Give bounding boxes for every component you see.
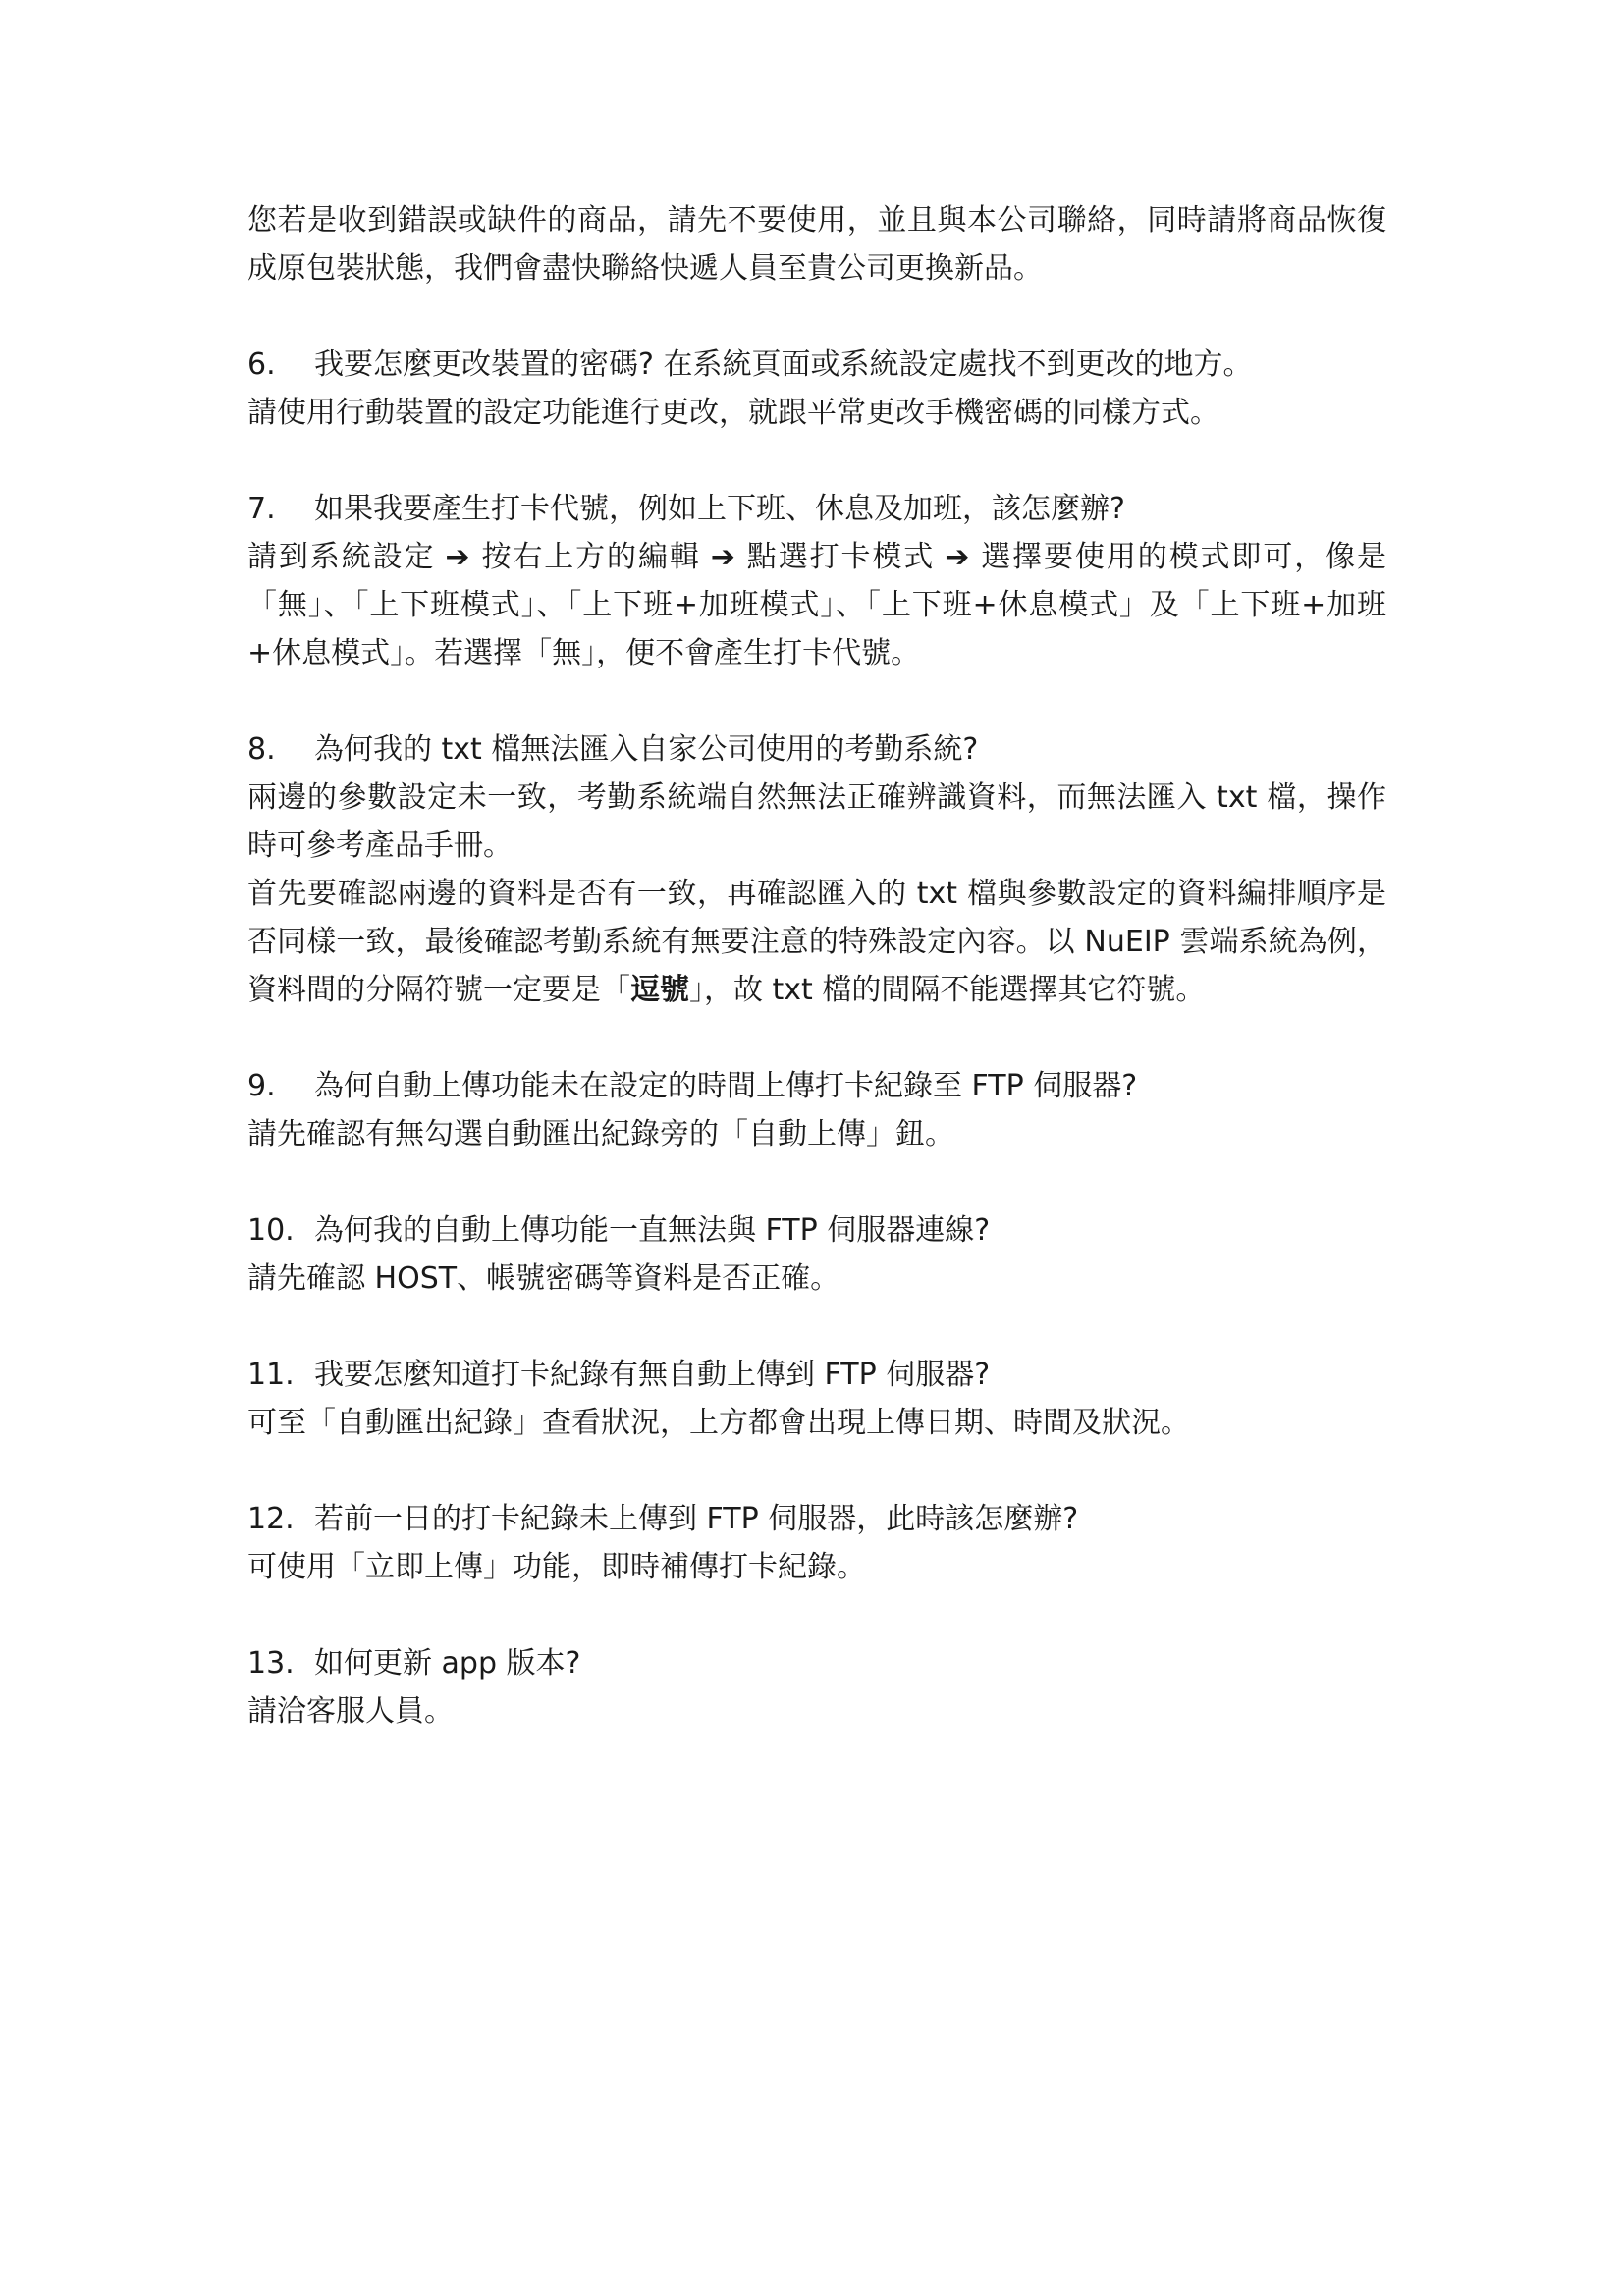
answer-step-3: 點選打卡模式 [744, 540, 936, 574]
faq-item-12 [247, 1495, 1386, 1591]
arrow-right-icon: ➔ [445, 540, 470, 574]
faq-answer: 可至「自動匯出紀錄」查看狀況，上方都會出現上傳日期、時間及狀況。 [247, 1406, 1190, 1440]
faq-answer: 請先確認有無勾選自動匯出紀錄旁的「自動上傳」鈕。 [247, 1117, 954, 1151]
answer-text: 首先要確認兩邊的資料是否有一致，再確認匯入的 txt 檔與參數設定的資料編排順序是否同樣一致，最後確認考勤系統有無要注意的特殊設定內容。以 NuEIP 雲端系統為例，資料間的分隔符號一定要是「 [247, 877, 1386, 1007]
faq-answer: 請先確認 HOST、帳號密碼等資料是否正確。 [247, 1261, 840, 1296]
faq-number: 9. [247, 1069, 276, 1103]
intro-block [247, 196, 1386, 293]
document-body [247, 196, 1386, 1784]
faq-item-10 [247, 1206, 1386, 1303]
faq-number: 7. [247, 492, 276, 526]
faq-number: 10. [247, 1213, 295, 1248]
arrow-right-icon: ➔ [710, 540, 735, 574]
faq-question-text: 為何自動上傳功能未在設定的時間上傳打卡紀錄至 FTP 伺服器? [314, 1069, 1138, 1103]
faq-item-6 [247, 341, 1386, 437]
faq-question-text: 為何我的 txt 檔無法匯入自家公司使用的考勤系統? [314, 732, 979, 767]
faq-item-11 [247, 1351, 1386, 1447]
faq-answer: 請使用行動裝置的設定功能進行更改，就跟平常更改手機密碼的同樣方式。 [247, 396, 1219, 430]
faq-answer [247, 533, 1386, 677]
answer-step-1: 請到系統設定 [247, 540, 436, 574]
faq-item-8 [247, 725, 1386, 1014]
faq-question-text: 為何我的自動上傳功能一直無法與 FTP 伺服器連線? [314, 1213, 991, 1248]
faq-question-text: 若前一日的打卡紀錄未上傳到 FTP 伺服器，此時該怎麼辦? [314, 1502, 1079, 1536]
faq-question-text: 我要怎麼知道打卡紀錄有無自動上傳到 FTP 伺服器? [314, 1358, 991, 1392]
faq-answer: 可使用「立即上傳」功能，即時補傳打卡紀錄。 [247, 1550, 866, 1584]
faq-question [247, 485, 1386, 533]
faq-question-text: 如何更新 app 版本? [314, 1646, 581, 1681]
answer-step-2: 按右上方的編輯 [479, 540, 701, 574]
answer-step-4: 選擇要使用的模式即可，像是「無」、「上下班模式」、「上下班+加班模式」、「上下班+休息模式」及「上下班+加班+休息模式」。若選擇「無」，便不會產生打卡代號。 [247, 540, 1387, 670]
intro-paragraph: 您若是收到錯誤或缺件的商品，請先不要使用，並且與本公司聯絡，同時請將商品恢復成原包裝狀態，我們會盡快聯絡快遞人員至貴公司更換新品。 [247, 203, 1386, 286]
answer-bold-text: 逗號 [630, 973, 689, 1007]
faq-number: 6. [247, 347, 276, 382]
faq-question [247, 1062, 1386, 1110]
faq-question [247, 341, 1386, 389]
faq-question [247, 725, 1386, 774]
faq-answer [247, 870, 1386, 1014]
faq-number: 8. [247, 732, 276, 767]
faq-answer: 兩邊的參數設定未一致，考勤系統端自然無法正確辨識資料，而無法匯入 txt 檔，操作時可參考產品手冊。 [247, 780, 1386, 863]
faq-number: 12. [247, 1502, 295, 1536]
faq-question [247, 1639, 1386, 1687]
faq-question-text: 如果我要產生打卡代號，例如上下班、休息及加班，該怎麼辦? [314, 492, 1125, 526]
faq-number: 13. [247, 1646, 295, 1681]
faq-question-text: 我要怎麼更改裝置的密碼? 在系統頁面或系統設定處找不到更改的地方。 [314, 347, 1253, 382]
faq-number: 11. [247, 1358, 295, 1392]
faq-item-9 [247, 1062, 1386, 1158]
faq-item-13 [247, 1639, 1386, 1735]
faq-question [247, 1495, 1386, 1543]
faq-answer: 請洽客服人員。 [247, 1694, 454, 1729]
faq-item-7 [247, 485, 1386, 677]
faq-question [247, 1206, 1386, 1255]
faq-question [247, 1351, 1386, 1399]
arrow-right-icon: ➔ [945, 540, 970, 574]
answer-text: 」，故 txt 檔的間隔不能選擇其它符號。 [689, 973, 1206, 1007]
